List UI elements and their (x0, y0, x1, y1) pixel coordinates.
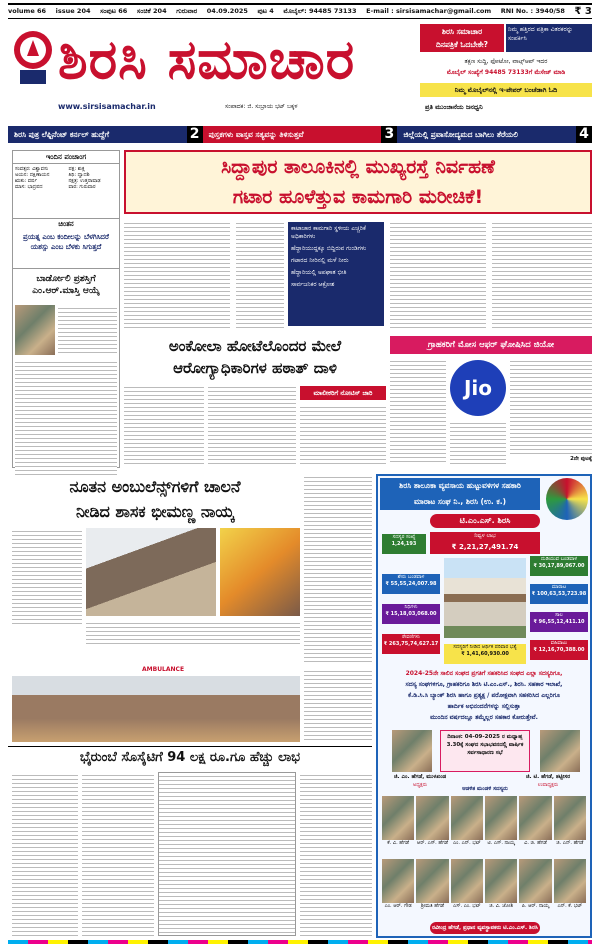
ticker-num-3: 4 (576, 126, 592, 143)
ticker-bar (8, 126, 592, 143)
lead-headline-1: ಸಿದ್ದಾಪುರ ತಾಲೂಕಿನಲ್ಲಿ ಮುಖ್ಯರಸ್ತೆ ನಿರ್ವಹಣೆ (221, 156, 495, 178)
volume: volume 66 (8, 7, 47, 15)
jio-continued[interactable]: 2ನೇ ಪುಟಕ್ಕೆ (570, 456, 592, 462)
ad-stat-8: ವಹಿವಾಟು ₹ 12,16,70,388.00 (530, 640, 588, 660)
lead-bullets: ಕಾಟಾಚಾರ ಕಾಮಗಾರಿ ಸ್ಥಳೀಯ ಎಚ್ಚರಿಕೆ ಅಧಿಕಾರಿಗಳು ಹೆದ್ದಾರಿಯುದ್ದಕ್ಕೂ ಬಿದ್ದಿರುವ ಗುಂಡಿಗಳು ಗಟಾರದ ನೀರಿನಲ್ಲಿ ಮಳೆ ನೀರು ಹೆದ್ದಾರಿಯಲ್ಲಿ ಅಪಘಾತ ಭೀತಿ ಸಾರ್ವಜನಿಕರ ಆಕ್ರೋಶ (288, 222, 384, 326)
board-member: ಎಂ. ಆರ್. ಗೌಡ (382, 859, 414, 920)
ticker-num-2: 3 (381, 126, 397, 143)
jio-headline: ಗ್ರಾಹಕರಿಗೆ ಮೋಸ ಆಫರ್ ಘೋಷಿಸಿದ ಜಿಯೋ (390, 336, 592, 354)
board-member: ಎಸ್. ಎಂ. ಭಟ್ (451, 859, 483, 920)
sanchike-no: ಸಂಚಿಕೆ 204 (136, 7, 167, 15)
ad-board-title: ಆಡಳಿತ ಮಂಡಳಿ ಸದಸ್ಯರು (462, 786, 508, 792)
quote-title: ಚಿಂತನ (13, 218, 119, 230)
board-member: ವಿ. ಜಿ. ಹೆಗಡೆ (519, 796, 551, 857)
ad-turnover: ಸದಸ್ಯರಿಗೆ ನೀಡಿದ ಆರ್ಥಿಕ ಪರಿವಾರ ಭತ್ಯೆ ₹ 1,41,60,930.00 (444, 644, 526, 664)
obit-photo (15, 305, 55, 355)
hotel-headline-1: ಅಂಕೋಲಾ ಹೋಟೆಲೊಂದರ ಮೇಲೆ (168, 337, 342, 355)
rni: RNI No. : 3940/58 (500, 7, 565, 15)
lead-headline-box (124, 150, 592, 214)
ambulance-headline-1: ನೂತನ ಅಂಬುಲೆನ್ಸ್‌ಗಳಿಗೆ ಚಾಲನೆ (69, 477, 241, 496)
ambulance-headline-box (8, 474, 302, 524)
ad-secretary-photo (540, 730, 580, 772)
promo-box-3: ನಿಮ್ಮ ಮೊಬೈಲ್‌ನಲ್ಲಿ ಇ-ಪೇಪರ್ ಬಂಚೆಡಾಗಿ ಓದಿ (420, 83, 592, 97)
website: www.sirsisamachar.in (58, 102, 156, 111)
board-member: ಆರ್. ಎಸ್. ಹೆಗಡೆ (416, 796, 448, 857)
ambulance-vehicle-label: AMBULANCE (142, 666, 185, 673)
ad-stat-2: ಶೇರು ಬಂಡವಾಳ ₹ 55,55,24,007.98 (382, 574, 440, 594)
board-member: ಕೆ. ವಿ. ಹೆಗಡೆ (382, 796, 414, 857)
editor-line: ಸಂಪಾದಕ: ಜಿ. ಸುಬ್ರಾಯ ಭಟ್ ಬಕ್ಕಳ (225, 103, 298, 110)
obit-headline: ಬಾರ್ಡೋಲಿ ಪ್ರಶಸ್ತಿಗೆ ಎಂ.ಆರ್.ಮಾಸ್ತಿ ಆಯ್ಕೆ (13, 268, 119, 303)
ad-secretary-role: ಉಪಾಧ್ಯಕ್ಷರು (537, 782, 559, 788)
ad-president-role: ಅಧ್ಯಕ್ಷರು (412, 782, 428, 788)
bottom-color-strip (8, 940, 592, 944)
board-member: ಪಿ. ಆರ್. ನಾಯ್ಕ (519, 859, 551, 920)
sidebar (12, 150, 120, 468)
masthead-title: ಶಿರಸಿ ಸಮಾಚಾರ (58, 28, 356, 91)
hotel-headline-2: ಆರೋಗ್ಯಾಧಿಕಾರಿಗಳ ಹಠಾತ್ ದಾಳಿ (173, 359, 337, 377)
board-member: ಶ್ರೀಮತಿ ಹೆಗಡೆ (416, 859, 448, 920)
issue: issue 204 (55, 7, 91, 15)
promo1-line2: ದಿನಪತ್ರಿಕೆ ಓದಬೇಕೇ? (435, 40, 489, 49)
ad-building-photo (444, 558, 526, 638)
day: ಗುರುವಾರ (176, 7, 198, 15)
lead-headline-2: ಗಟಾರ ಹೂಳೆತ್ತುವ ಕಾಮಗಾರಿ ಮರೀಚಿಕೆ! (232, 186, 484, 208)
ambulance-headline-2: ನೀಡಿದ ಶಾಸಕ ಭೀಮಣ್ಣ ನಾಯ್ಕ (75, 502, 235, 521)
ad-net-profit: ನಿವ್ವಳ ಲಾಭ ₹ 2,21,27,491.74 (430, 532, 540, 554)
ticker-item-2[interactable]: ಪುಸ್ತಕಗಳು ವಾಸ್ತವ ಸತ್ಯವನ್ನು ತಿಳಿಸುತ್ತವೆ (208, 130, 304, 139)
ad-footer: ರವೀಂದ್ರ ಹೆಗಡೆ, ಪ್ರಧಾನ ವ್ಯವಸ್ಥಾಪಕರು ಟಿ.ಎಂ.ಎಸ್. ಶಿರಸಿ (430, 922, 540, 934)
edition-line: ಪ್ರತಿ ಮುಂಜಾನೆಯ ಜನಧ್ವನಿ (425, 103, 483, 111)
pages: ಪುಟ 4 (257, 7, 274, 15)
board-member: ಎಂ. ಎನ್. ಭಟ್ (451, 796, 483, 857)
ambulance-photo-3 (12, 648, 300, 742)
board-member: ಜಿ. ವಿ. ಜೋಶಿ (485, 859, 517, 920)
ad-title-1: ಶಿರಸಿ ತಾಲೂಕಾ ವ್ಯವಸಾಯ ಹುಟ್ಟುವಳಿಗಳ ಸಹಕಾರಿ (380, 478, 540, 494)
ad-secretary-name: ಜಿ. ಟಿ. ಹೆಗಡೆ, ತಟ್ಟೀಸರ (525, 774, 571, 780)
ad-president-name: ಜಿ. ಎಂ. ಹೆಗಡೆ, ಮುಳಖಂಡ (393, 774, 447, 780)
ad-stat-3: ನಿಧಿಗಳು ₹ 15,18,03,068.00 (382, 604, 440, 624)
ambulance-photo-1 (86, 528, 216, 616)
hotel-subhead: ಮಾಲೀಕರಿಗೆ ನೋಟಿಸ್ ಜಾರಿ (300, 386, 386, 400)
ambulance-photo-2 (220, 528, 300, 616)
ad-stat-7: ಸಾಲ ₹ 96,55,12,411.10 (530, 612, 588, 632)
quote-text: ಪ್ರಯತ್ನ ಎಂಬ ಕಂದೀಲನ್ನು ಬೆಳಗಿಸಿದರೆ ಯಶಸ್ಸು ಎಂಬ ಬೆಳಕು ಸಿಗುತ್ತದೆ (23, 233, 109, 251)
price: ₹ 3 (574, 6, 592, 17)
board-member: ಜಿ. ಎನ್. ಹೆಗಡೆ (554, 796, 586, 857)
promo-box-1 (420, 24, 592, 52)
email: E-mail : sirsisamachar@gmail.com (366, 7, 492, 15)
promo1-text: ನಿಮ್ಮ ಹತ್ತಿರದ ಪತ್ರಿಕಾ ವಿತರಕರನ್ನು ಸಂಪರ್ಕಿಸಿ (506, 24, 592, 52)
ad-meeting: ದಿನಾಂಕ: 04-09-2025 ರ ಮಧ್ಯಾಹ್ನ 3.30ಕ್ಕೆ ಸಂಘದ ಸಭಾಭವನದಲ್ಲಿ ವಾರ್ಷಿಕ ಸರ್ವಸಾಧಾರಣ ಸಭೆ (440, 730, 530, 772)
ad-stat-6: ಮಾರಾಟ ₹ 100,63,53,723.98 (530, 584, 588, 604)
society-headline: ಭೈರುಂಬೆ ಸೊಸೈಟಿಗೆ 94 ಲಕ್ಷ ರೂ.ಗೂ ಹೆಚ್ಚು ಲಾಭ (8, 746, 372, 768)
masthead-logo-icon (12, 26, 54, 88)
ad-org: ಟಿ.ಎಂ.ಎಸ್. ಶಿರಸಿ (430, 514, 540, 528)
ad-board-grid (382, 796, 586, 920)
panchanga-title: ಇಂದಿನ ಪಂಚಾಂಗ (13, 151, 119, 164)
board-member: ಟಿ. ಎಸ್. ನಾಯ್ಕ (485, 796, 517, 857)
promo1-line1: ಶಿರಸಿ ಸಮಾಚಾರ (441, 27, 483, 36)
jio-logo-icon: Jio (450, 360, 506, 416)
ad-message: 2024-25ನೇ ಸಾಲಿನ ಸಂಘದ ಪ್ರಗತಿಗೆ ಸಹಕರಿಸಿದ ಸಂಘದ ಎಲ್ಲಾ ಸದಸ್ಯರಿಗೂ, ಸದಸ್ಯ ಸಂಘಗಳಿಗೂ, ಗ್ರಾಹಕರಿಗೂ ಶಿರಸಿ ಟಿ.ಎಂ.ಎಸ್., ಶಿರಸಿ. ಸಹಕಾರ ಇಲಾಖೆ, ಕೆ.ಡಿ.ಸಿ.ಸಿ ಬ್ಯಾಂಕ್ ಶಿರಸಿ ಹಾಗೂ ಪ್ರತ್ಯಕ್ಷ / ಪರೋಕ್ಷವಾಗಿ ಸಹಕರಿಸಿದ ಎಲ್ಲರಿಗೂ ಹಾರ್ದಿಕ ಅಭಿನಂದನೆಗಳನ್ನು ಸಲ್ಲಿಸುತ್ತಾ ಮುಂದಿನ ವರ್ಷದಲ್ಲೂ ತಮ್ಮೆಲ್ಲರ ಸಹಕಾರ ಕೋರುತ್ತೇವೆ. (405, 670, 563, 721)
ticker-item-3[interactable]: ಜಿಲ್ಲೆಯಲ್ಲಿ ಪ್ರವಾಸೋದ್ಯಮದ ಬಾಗಿಲು ತೆರೆಯಲಿ (403, 130, 518, 139)
ad-title-2: ಮಾರಾಟ ಸಂಘ ನಿ., ಶಿರಸಿ (ಉ. ಕ.) (380, 494, 540, 510)
ad-stat-4: ಠೇವಣಿಗಳು ₹ 263,75,74,627.17 (382, 634, 440, 654)
sanchike: ಸಂಪುಟ 66 (100, 7, 128, 15)
board-member: ಎನ್. ಕೆ. ಭಟ್ (554, 859, 586, 920)
top-info-bar (8, 3, 592, 19)
ticker-num-1: 2 (187, 126, 203, 143)
mobile: ಮೊಬೈಲ್: 94485 73133 (283, 7, 357, 15)
ad-stat-5: ದುಡಿಯುವ ಬಂಡವಾಳ ₹ 30,17,89,067.00 (530, 556, 588, 576)
date: 04.09.2025 (206, 7, 248, 15)
panchanga-list: ಸಂವತ್ಸರ: ವಿಶ್ವಾವಸು ಅಯನ: ದಕ್ಷಿಣಾಯನ ಋತು: ವರ್ಷ ಮಾಸ: ಭಾದ್ರಪದ ಪಕ್ಷ: ಶುಕ್ಲ ತಿಥಿ: ದ್ವಾದಶಿ ನಕ್ಷತ್ರ: ಉತ್ತರಾಷಾಢ ವಾರ: ಗುರುವಾರ (15, 166, 101, 190)
ad-president-photo (392, 730, 432, 772)
ad-anniversary-icon (546, 478, 588, 520)
ad-stat-1: ಸದಸ್ಯರ ಸಂಖ್ಯೆ 1,24,193 (382, 534, 426, 554)
promo-box-2: ತಕ್ಷಣ ಸುದ್ದಿ, ಫೋಟೋ, ವಾಟ್ಸ್ಆಪ್ ಇದರ ಮೊಬೈಲ್ ಸಂಖ್ಯೆಗೆ 94485 73133ಗೆ ಮೆಸೇಜ್ ಮಾಡಿ (446, 58, 566, 76)
ticker-item-1[interactable]: ಶಿರಸಿ ಪುತ್ರ ಲೆಫ್ಟಿನೆಂಟ್ ಕರ್ನಲ್ ಹುದ್ದೆಗೆ (14, 130, 110, 139)
